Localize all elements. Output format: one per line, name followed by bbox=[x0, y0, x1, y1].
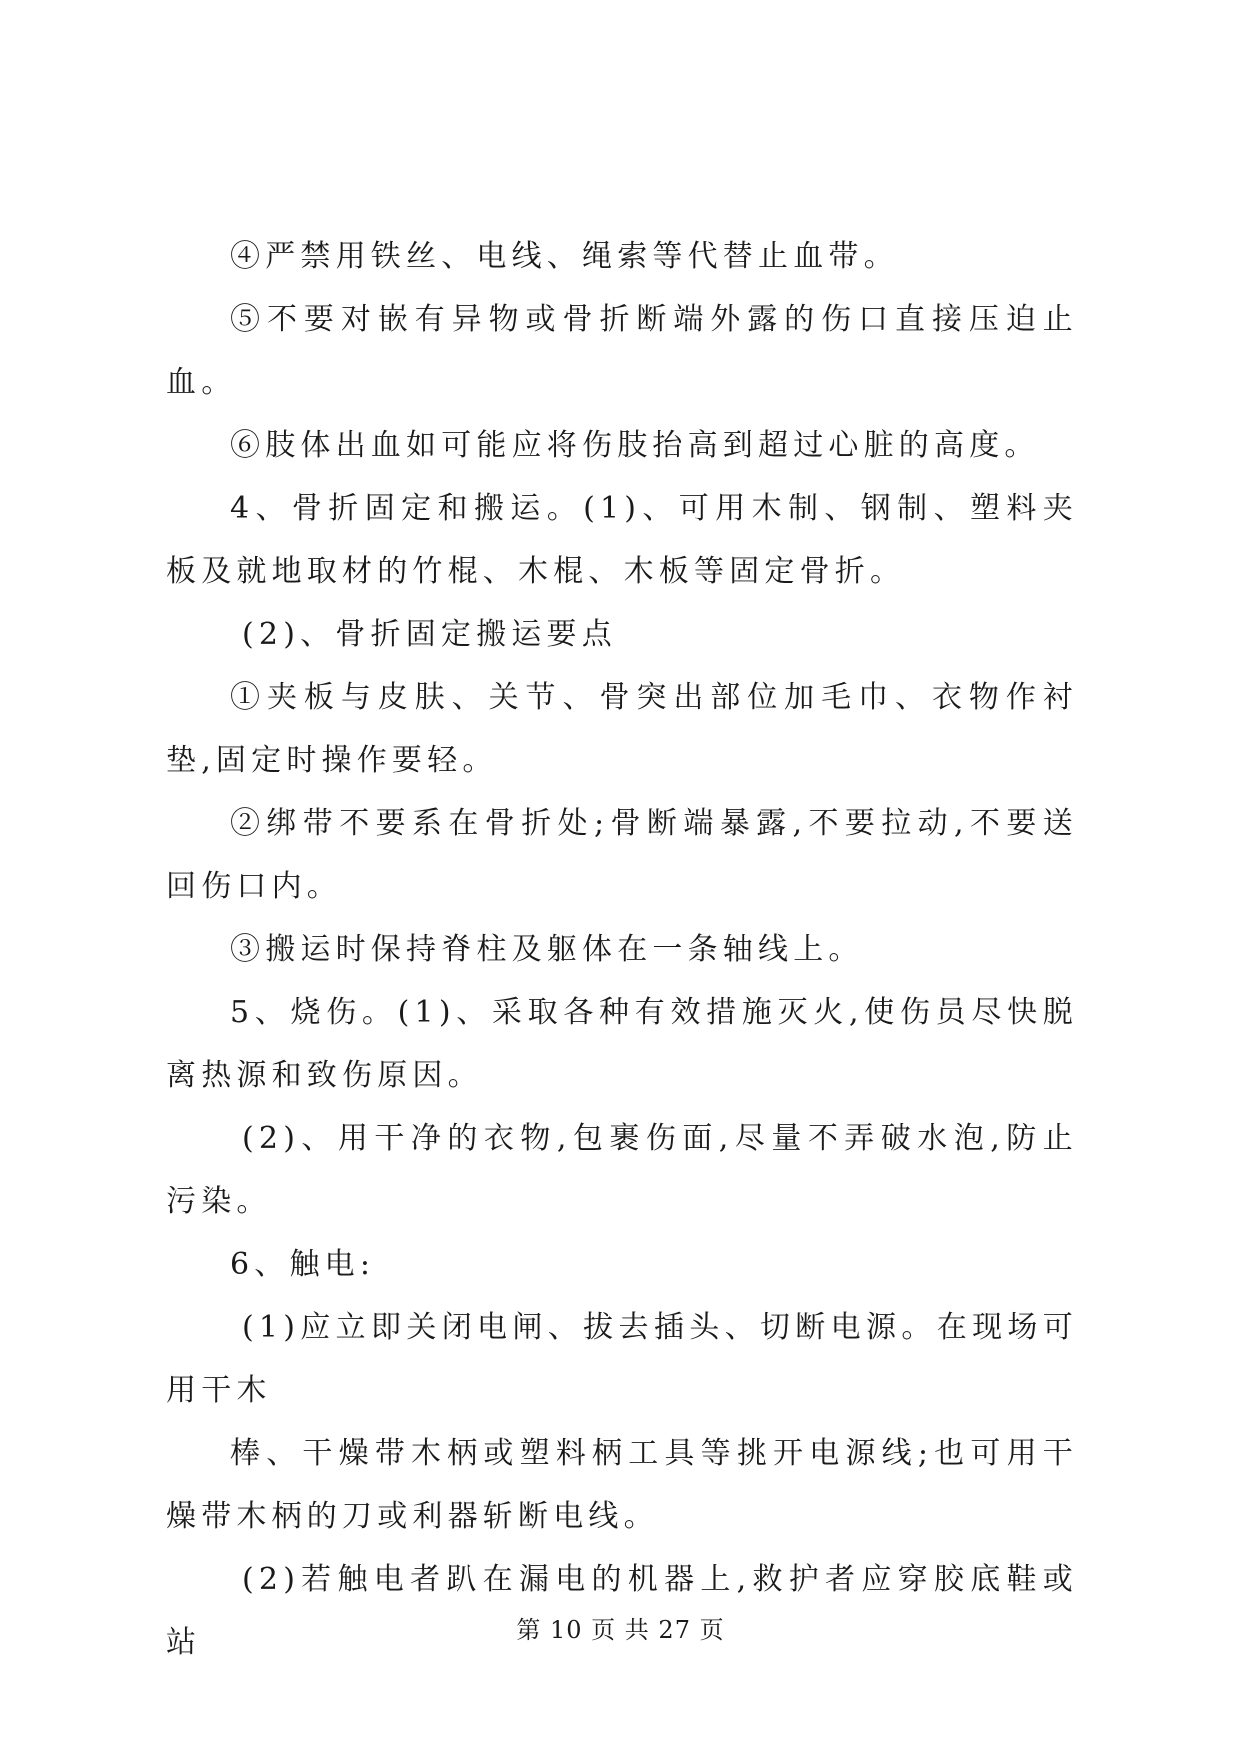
paragraph-transport-spine: ③搬运时保持脊柱及躯体在一条轴线上。 bbox=[230, 932, 864, 967]
page-footer: 第 10 页 共 27 页 bbox=[516, 1616, 725, 1644]
paragraph-rescuer-shoes: (2)若触电者趴在漏电的机器上,救护者应穿胶底鞋或站 bbox=[166, 1562, 1078, 1660]
paragraph-item-6: ⑥肢体出血如可能应将伤肢抬高到超过心脏的高度。 bbox=[230, 428, 1040, 463]
paragraph-burns-cover: (2)、用干净的衣物,包裹伤面,尽量不弄破水泡,防止污染。 bbox=[166, 1121, 1078, 1219]
paragraph-item-5: ⑤不要对嵌有异物或骨折断端外露的伤口直接压迫止血。 bbox=[166, 302, 1078, 400]
paragraph-fracture-key-points: (2)、骨折固定搬运要点 bbox=[242, 617, 617, 652]
paragraph-burns: 5、烧伤。(1)、采取各种有效措施灭火,使伤员尽快脱离热源和致伤原因。 bbox=[166, 995, 1078, 1093]
paragraph-cut-power: (1)应立即关闭电闸、拔去插头、切断电源。在现场可用干木 bbox=[166, 1310, 1078, 1408]
paragraph-electric-shock-heading: 6、触电: bbox=[230, 1247, 376, 1282]
paragraph-splint-padding: ①夹板与皮肤、关节、骨突出部位加毛巾、衣物作衬垫,固定时操作要轻。 bbox=[166, 680, 1078, 778]
paragraph-fracture-fixation: 4、骨折固定和搬运。(1)、可用木制、钢制、塑料夹板及就地取材的竹棍、木棍、木板等固定骨折。 bbox=[166, 491, 1078, 589]
paragraph-bandage: ②绑带不要系在骨折处;骨断端暴露,不要拉动,不要送回伤口内。 bbox=[166, 806, 1078, 904]
paragraph-dry-stick: 棒、干燥带木柄或塑料柄工具等挑开电源线;也可用干燥带木柄的刀或利器斩断电线。 bbox=[166, 1436, 1078, 1534]
document-body bbox=[166, 225, 1078, 1674]
paragraph-item-4: ④严禁用铁丝、电线、绳索等代替止血带。 bbox=[230, 239, 899, 274]
